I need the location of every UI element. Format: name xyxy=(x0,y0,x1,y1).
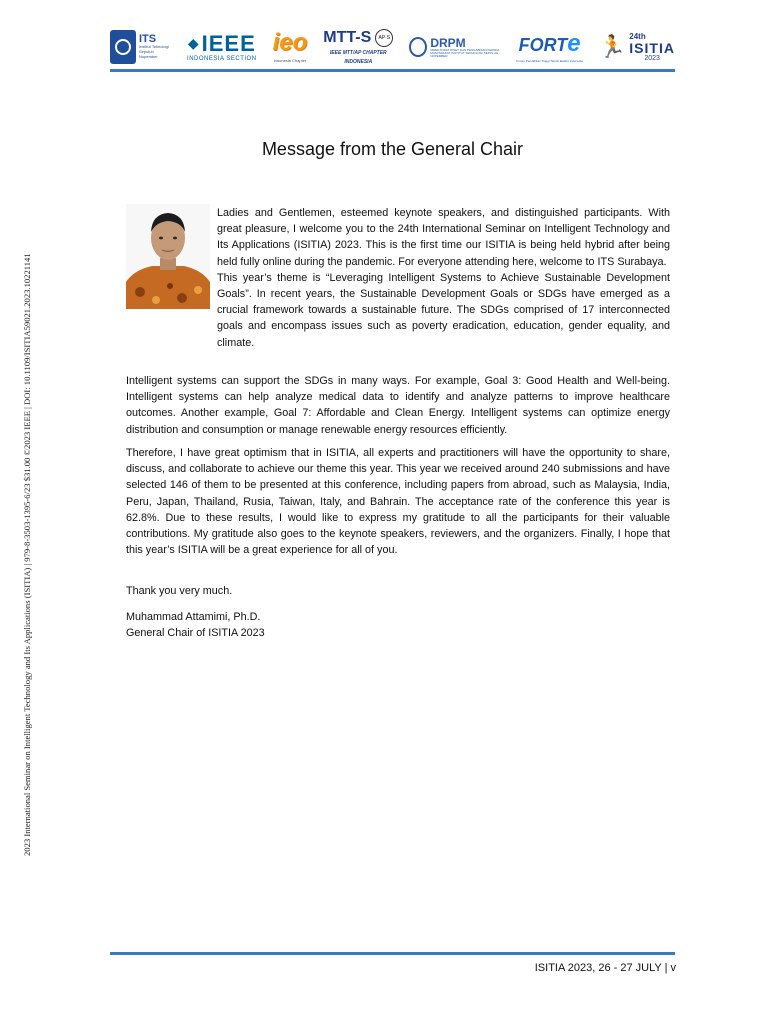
aps-logo-text: AP·S xyxy=(375,29,393,47)
forte-logo-text: FORTe xyxy=(518,29,581,57)
sponsor-logo-bar xyxy=(110,26,675,68)
drpm-logo-text: DRPM xyxy=(430,35,466,50)
body-section-optimism xyxy=(126,445,670,558)
isitia-logo xyxy=(599,33,675,62)
footer-divider xyxy=(110,952,675,955)
drpm-logo-subtext: DIREKTORAT RISET DAN PENGABDIAN KEPADA MASYARAKAT INSTITUT TEKNOLOGI SEPULUH NOPEMBER xyxy=(430,47,500,58)
its-logo-subtext: Institut Teknologi Sepuluh Nopember xyxy=(139,44,169,59)
drpm-seal-icon xyxy=(409,37,427,57)
doi-sidebar-text: 2023 International Seminar on Intelligent Technology and Its Applications (ISITIA) | 979-8-3503-1395-6/23 $31.00 ©2023 IEEE | DOI: 10.1109/ISITIA59021.2023.10221141 xyxy=(22,253,32,856)
paragraph-sdgs: Intelligent systems can support the SDGs in many ways. For example, Goal 3: Good Health and Well-being. Intelligent systems can help analyze medical data to identify and analyze patterns to improve healthcare outcomes. Another example, Goal 7: Affordable and Clean Energy. Intelligent systems can optimize energy distribution and consumption or manage renewable energy resources efficiently. xyxy=(126,375,670,436)
signature-role: General Chair of ISITIA 2023 xyxy=(126,627,265,640)
mtt-ap-logo xyxy=(323,29,393,65)
ieee-logo-subtext: INDONESIA SECTION xyxy=(187,55,257,62)
body-section-closing xyxy=(126,583,670,599)
page-title: Message from the General Chair xyxy=(261,139,524,159)
its-logo-text: ITS xyxy=(139,33,157,46)
isitia-logo-text: ISITIA xyxy=(629,39,675,56)
mtt-logo-subtext-country: INDONESIA xyxy=(344,59,373,65)
its-logo xyxy=(110,30,171,64)
header-divider xyxy=(110,69,675,72)
running-figure-icon: 🏃 xyxy=(598,34,627,59)
ieo-logo-subtext: Indonesia Chapter xyxy=(273,58,307,63)
intro-text xyxy=(217,205,670,351)
mtt-logo-text: MTT-S xyxy=(323,29,372,46)
signature-block xyxy=(126,609,670,641)
ieee-logo xyxy=(187,30,257,62)
paragraph-theme: This year’s theme is “Leveraging Intelligent Systems to Achieve Sustainable Development Goals”. In recent years, the Sustainable Development Goals or SDGs have emerged as a crucial framework towards a sustainable future. The SDGs comprised of 17 interconnected goals and encompass issues such as poverty eradication, education, gender equality, and climate. xyxy=(217,271,670,349)
its-seal-icon xyxy=(110,30,136,64)
paragraph-optimism: Therefore, I have great optimism that in ISITIA, all experts and practitioners will have the opportunity to share, discuss, and collaborate to achieve our theme this year. This year we received around 240 submissions and have selected 146 of them to be presented at this conference, including papers from abroad, such as Malaysia, India, Peru, Japan, Thailand, Rusia, Taiwan, Italy, and Bahrain. The acceptance rate of the conference this year is 62.8%. Due to these results, I would like to express my gratitude to all the participants for their valuable contributions. My gratitude also goes to the keynote speakers, reviewers, and the organizers. Finally, I hope that this year’s ISITIA will be a great experience for all of you. xyxy=(126,447,670,557)
forte-logo-subtext: Forum Pendidikan Tinggi Teknik Elektro Indonesia xyxy=(516,58,583,63)
paragraph-welcome: Ladies and Gentlemen, esteemed keynote speakers, and distinguished participants. With great pleasure, I welcome you to the 24th International Seminar on Intelligent Technology and Its Applications (ISITIA) 2023. This is the first time our ISITIA is being held hybrid after being held fully online during the pandemic. For everyone attending here, welcome to ITS Surabaya. xyxy=(217,207,670,268)
isitia-logo-year: 2023 xyxy=(644,54,660,62)
signature-name: Muhammad Attamimi, Ph.D. xyxy=(126,611,261,623)
isitia-edition: 24th xyxy=(629,31,646,41)
ieo-logo-text: ieo xyxy=(272,29,308,56)
forte-logo xyxy=(516,29,583,63)
portrait-image xyxy=(126,204,210,309)
drpm-logo xyxy=(409,37,500,58)
page-footer: ISITIA 2023, 26 - 27 JULY | v xyxy=(534,962,676,974)
body-section-sdgs xyxy=(126,373,670,438)
ieo-logo xyxy=(273,31,308,63)
ieee-logo-text: ◆ IEEE xyxy=(188,33,256,55)
chair-portrait xyxy=(126,204,210,309)
mtt-logo-subtext: IEEE MTT/AP CHAPTER xyxy=(329,50,387,56)
closing-line: Thank you very much. xyxy=(126,585,233,597)
